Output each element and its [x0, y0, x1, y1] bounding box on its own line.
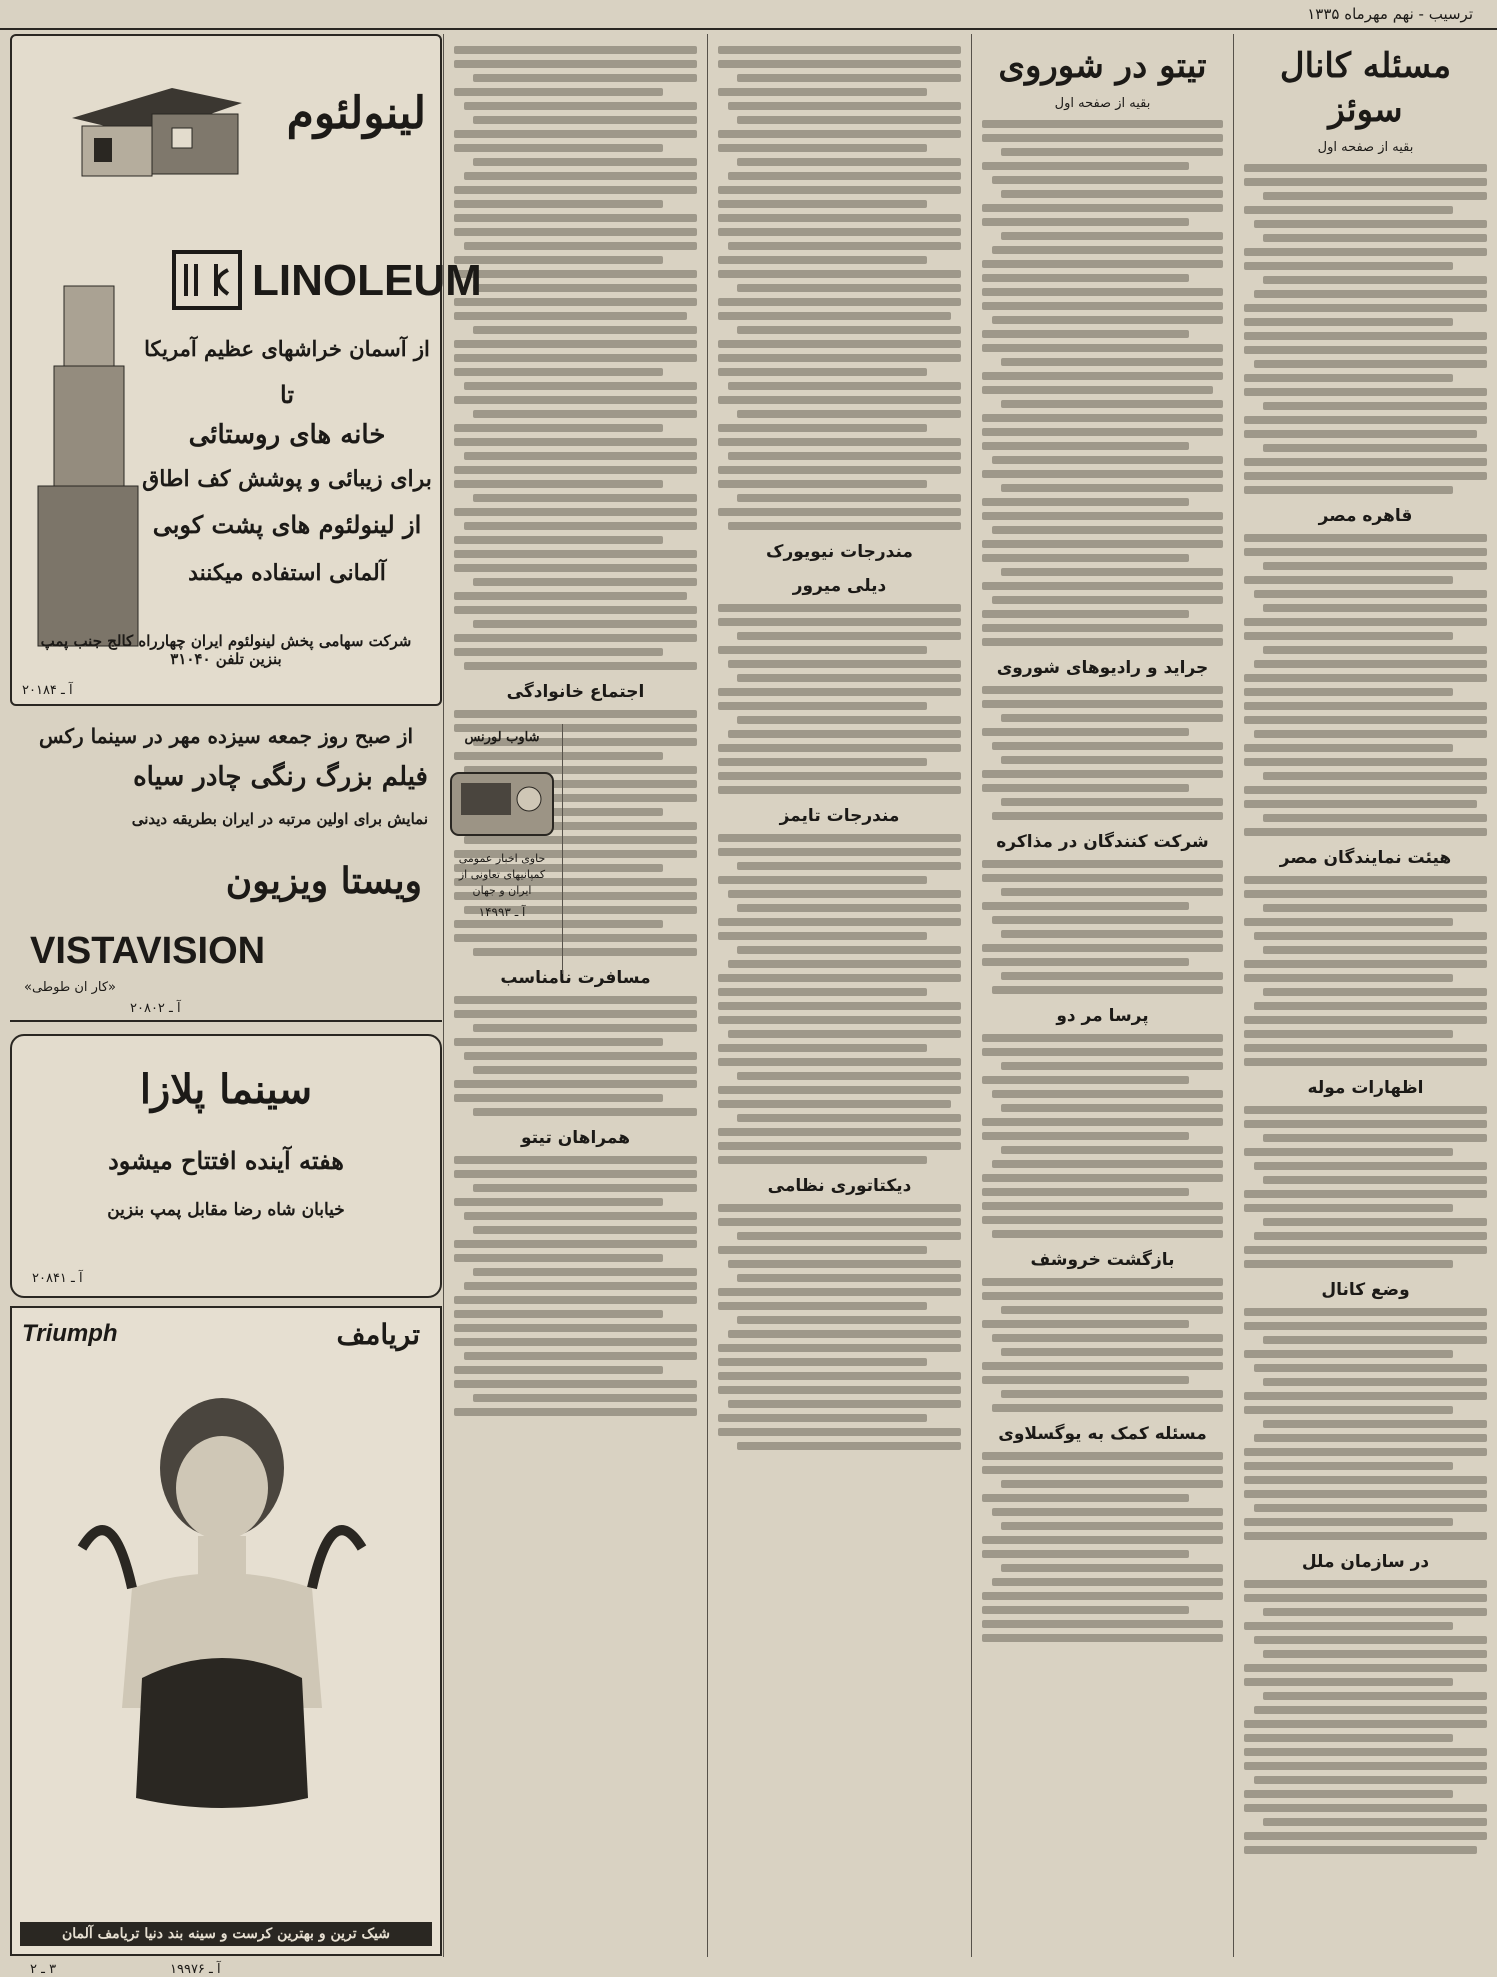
skyscraper-illustration [24, 286, 144, 646]
linoleum-line4: برای زیبائی و پوشش کف اطاق [142, 466, 432, 492]
body-text [718, 604, 961, 794]
ad-code: آ ـ ۲۰۸۴۱ [32, 1271, 83, 1286]
body-text [982, 1452, 1223, 1642]
subhead: دیکتاتوری نظامی [767, 1176, 912, 1196]
article-tito [971, 34, 1233, 1957]
subhead: مسافرت نامناسب [500, 968, 651, 988]
body-text [1244, 534, 1487, 836]
date-strip [0, 0, 1497, 30]
subhead: هیئت نمایندگان مصر [1279, 848, 1452, 868]
cinema-plaza-ad [10, 1034, 442, 1298]
linoleum-ad [10, 34, 482, 706]
body-text [454, 46, 697, 670]
footer-code: ۳ ـ ۲ [30, 1962, 57, 1977]
cinema-line1: از صبح روز جمعه سیزده مهر در سینما رکس [38, 724, 414, 748]
plaza-line1: هفته آینده افتتاح میشود [108, 1146, 344, 1175]
radio-icon [447, 765, 557, 845]
ad-code: آ ـ ۱۹۹۷۶ [170, 1962, 221, 1977]
headline-tito: تیتو در شوروی [998, 46, 1207, 86]
ad-code: آ ـ ۲۰۱۸۴ [22, 683, 73, 698]
body-text [1244, 1106, 1487, 1268]
body-text [454, 1156, 697, 1416]
linoleum-company: شرکت سهامی پخش لینولئوم ایران چهارراه کالج جنب پمپ بنزین تلفن ۳۱۰۴۰ [40, 632, 412, 668]
continuation-note: بقیه از صفحه اول [1054, 96, 1151, 111]
subhead: دیلی میرور [792, 576, 887, 596]
plaza-line2: خیابان شاه رضا مقابل پمپ بنزین [107, 1200, 345, 1220]
article-continued [707, 34, 971, 1957]
ad-code: آ ـ ۱۴۹۹۳ [478, 905, 526, 919]
cinema-line4: ویستا ویزیون [225, 860, 422, 902]
cinema-line2: فیلم بزرگ رنگی چادر سیاه [133, 762, 428, 792]
subhead: اجتماع خانوادگی [506, 682, 645, 702]
body-text [718, 46, 961, 530]
linoleum-brand-en: LINOLEUM [252, 256, 482, 305]
continuation-note: بقیه از صفحه اول [1317, 140, 1414, 155]
model-illustration [72, 1378, 382, 1878]
subhead: شرکت کنندگان در مذاکره [996, 832, 1209, 852]
linoleum-line6: آلمانی استفاده میکنند [188, 560, 386, 586]
ad-code: آ ـ ۲۰۸۰۲ [130, 1001, 181, 1016]
triumph-footer: شیک ترین و بهترین کرست و سینه بند دنیا تریامف آلمان [20, 1922, 432, 1946]
radio-ad [442, 724, 563, 974]
house-illustration [52, 48, 252, 188]
headline-suez: مسئله کانال سوئز [1279, 46, 1452, 130]
body-text [982, 120, 1223, 646]
cinema-line5: VISTAVISION [30, 930, 266, 972]
subhead: جراید و رادیوهای شوروی [996, 658, 1209, 678]
cinema-line3: نمایش برای اولین مرتبه در ایران بطریقه دیدنی [131, 810, 428, 828]
body-text [982, 860, 1223, 994]
cinema-credit: «کار ان طوطی» [24, 980, 117, 995]
linoleum-brand-fa: لینولئوم [286, 88, 426, 139]
subhead: مسئله کمک به یوگسلاوی [998, 1424, 1207, 1444]
linoleum-line3: خانه های روستائی [188, 420, 386, 450]
body-text [1244, 1580, 1487, 1854]
body-text [1244, 164, 1487, 494]
subhead: اظهارات موله [1307, 1078, 1424, 1098]
triumph-brand-en: Triumph [22, 1320, 118, 1347]
cinema-rex-ad [10, 722, 442, 1022]
date-line: ترسيب - نهم مهرماه ۱۳۳۵ [1307, 5, 1473, 23]
body-text [982, 686, 1223, 820]
linoleum-line2: تا [280, 380, 294, 409]
subhead: وضع کانال [1321, 1280, 1410, 1300]
logo-icon [172, 250, 242, 310]
body-text [982, 1034, 1223, 1238]
body-text [1244, 1308, 1487, 1540]
body-text [454, 996, 697, 1116]
linoleum-line1: از آسمان خراشهای عظیم آمریکا [144, 336, 430, 361]
plaza-title: سینما پلازا [139, 1066, 313, 1113]
body-text [982, 1278, 1223, 1412]
body-text [1244, 876, 1487, 1066]
radio-brand: شاوب لورنس [464, 730, 540, 745]
linoleum-line5: از لینولئوم های پشت کوبی [152, 510, 422, 539]
triumph-brand-fa: تریامف [336, 1318, 420, 1351]
article-column-4 [443, 34, 707, 1957]
radio-caption: حاوی اخبار عمومی کمپانیهای تعاونی از ایران و جهان [458, 852, 546, 897]
subhead: بازگشت خروشف [1030, 1250, 1175, 1270]
body-text [718, 1204, 961, 1450]
subhead: مندرجات تایمز [779, 806, 900, 826]
ads-column [10, 34, 482, 1977]
triumph-ad [10, 1306, 442, 1956]
subhead: پرسا مر دو [1056, 1006, 1149, 1026]
subhead: قاهره مصر [1318, 506, 1413, 526]
subhead: در سازمان ملل [1301, 1552, 1430, 1572]
subhead: همراهان تیتو [520, 1128, 631, 1148]
article-suez [1233, 34, 1497, 1957]
body-text [718, 834, 961, 1164]
subhead: مندرجات نیویورک [766, 542, 913, 562]
